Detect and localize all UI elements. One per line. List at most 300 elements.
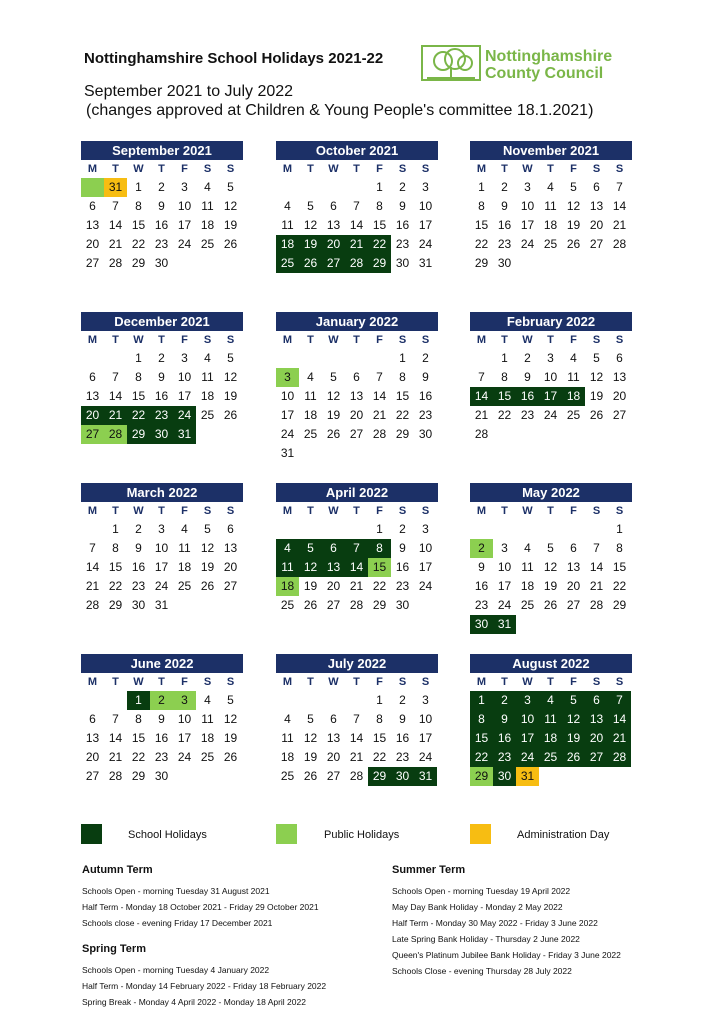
empty-day-cell [104, 691, 127, 710]
day-cell: 9 [501, 199, 508, 213]
day-cell: 6 [570, 541, 577, 555]
empty-day-cell [585, 520, 608, 539]
day-cell: 17 [280, 408, 295, 422]
day-cell: 27 [349, 427, 364, 441]
weekday-label: W [133, 676, 144, 688]
weekday-label: M [282, 334, 293, 346]
day-cell: 27 [322, 254, 345, 273]
day-cell: 16 [474, 579, 489, 593]
weekday-label: M [282, 163, 293, 175]
day-cell: 25 [276, 254, 299, 273]
month-day-grid [81, 502, 243, 615]
day-cell: 25 [200, 237, 215, 251]
day-cell: 9 [524, 370, 531, 384]
month-header: March 2022 [81, 483, 243, 502]
day-cell: 13 [85, 731, 100, 745]
month-june-2022 [81, 654, 243, 786]
empty-day-cell [276, 691, 299, 710]
day-cell: 26 [200, 579, 215, 593]
weekday-label: M [87, 505, 98, 517]
day-cell: 28 [85, 598, 100, 612]
day-cell: 8 [376, 199, 383, 213]
weekday-label: S [226, 505, 235, 517]
day-cell: 16 [516, 387, 539, 406]
day-cell: 28 [104, 425, 127, 444]
legend-public-label: Public Holidays [324, 829, 400, 841]
empty-day-cell [276, 178, 299, 197]
day-cell: 24 [418, 579, 433, 593]
day-cell: 18 [200, 218, 215, 232]
weekday-label: M [282, 505, 293, 517]
day-cell: 26 [303, 769, 318, 783]
day-cell: 30 [154, 256, 169, 270]
subtitle-date-range: September 2021 to July 2022 [84, 83, 294, 100]
weekday-label: T [501, 163, 508, 175]
day-cell: 24 [177, 750, 192, 764]
day-cell: 29 [612, 598, 627, 612]
day-cell: 6 [330, 712, 337, 726]
day-cell: 12 [589, 370, 604, 384]
month-header: June 2022 [81, 654, 243, 673]
day-cell: 17 [177, 731, 192, 745]
day-cell: 9 [422, 370, 429, 384]
day-cell: 26 [543, 598, 558, 612]
day-cell: 1 [399, 351, 406, 365]
day-cell: 5 [299, 539, 322, 558]
weekday-label: W [133, 334, 144, 346]
day-cell: 10 [543, 370, 558, 384]
empty-day-cell [368, 349, 391, 368]
empty-day-cell [516, 520, 539, 539]
day-cell: 21 [108, 237, 123, 251]
day-cell: 30 [131, 598, 146, 612]
page-title: Nottinghamshire School Holidays 2021-22 [84, 50, 384, 67]
empty-day-cell [81, 520, 104, 539]
day-cell: 8 [478, 199, 485, 213]
day-cell: 8 [368, 539, 391, 558]
day-cell: 12 [562, 710, 585, 729]
day-cell: 2 [399, 180, 406, 194]
weekday-label: F [570, 505, 577, 517]
day-cell: 15 [372, 731, 387, 745]
day-cell: 10 [520, 199, 535, 213]
day-cell: 24 [173, 406, 196, 425]
month-september-2021 [81, 141, 243, 273]
day-cell: 19 [223, 389, 238, 403]
day-cell: 4 [276, 539, 299, 558]
day-cell: 14 [108, 218, 123, 232]
day-cell: 3 [181, 351, 188, 365]
day-cell: 8 [501, 370, 508, 384]
day-cell: 14 [349, 218, 364, 232]
day-cell: 16 [395, 218, 410, 232]
day-cell: 10 [177, 370, 192, 384]
day-cell: 18 [276, 577, 299, 596]
day-cell: 13 [326, 731, 341, 745]
month-day-grid [470, 673, 632, 786]
weekday-label: M [476, 676, 487, 688]
day-cell: 20 [322, 235, 345, 254]
day-cell: 24 [177, 237, 192, 251]
weekday-label: S [615, 334, 624, 346]
council-logo [421, 45, 651, 85]
month-day-grid [276, 160, 438, 273]
month-header: November 2021 [470, 141, 632, 160]
weekday-label: T [158, 676, 165, 688]
day-cell: 27 [85, 256, 100, 270]
empty-day-cell [539, 520, 562, 539]
day-cell: 29 [368, 767, 391, 786]
month-march-2022 [81, 483, 243, 615]
weekday-label: W [522, 505, 533, 517]
weekday-label: S [203, 334, 212, 346]
weekday-label: T [547, 505, 554, 517]
day-cell: 20 [612, 389, 627, 403]
day-cell: 25 [177, 579, 192, 593]
day-cell: 11 [201, 199, 214, 213]
weekday-label: S [203, 676, 212, 688]
tree-logo-icon [421, 45, 481, 81]
day-cell: 2 [399, 693, 406, 707]
weekday-label: M [87, 676, 98, 688]
day-cell: 3 [181, 180, 188, 194]
day-cell: 6 [322, 539, 345, 558]
weekday-label: S [398, 676, 407, 688]
logo-wordmark [485, 48, 612, 82]
day-cell: 30 [154, 769, 169, 783]
day-cell: 11 [521, 560, 534, 574]
day-cell: 2 [493, 691, 516, 710]
weekday-label: S [203, 505, 212, 517]
day-cell: 14 [470, 387, 493, 406]
legend-school-label: School Holidays [128, 829, 207, 841]
day-cell: 28 [108, 769, 123, 783]
day-cell: 30 [493, 767, 516, 786]
day-cell: 14 [108, 389, 123, 403]
weekday-label: T [158, 505, 165, 517]
day-cell: 6 [227, 522, 234, 536]
weekday-label: F [181, 163, 188, 175]
weekday-label: T [501, 676, 508, 688]
day-cell: 23 [497, 237, 512, 251]
day-cell: 30 [497, 256, 512, 270]
day-cell: 19 [303, 579, 318, 593]
weekday-label: T [501, 505, 508, 517]
day-cell: 15 [372, 218, 387, 232]
logo-line-1: Nottinghamshire [485, 48, 613, 65]
day-cell: 25 [520, 598, 535, 612]
day-cell: 7 [593, 541, 600, 555]
day-cell: 29 [470, 767, 493, 786]
weekday-label: M [282, 676, 293, 688]
empty-day-cell [276, 349, 299, 368]
day-cell: 28 [589, 598, 604, 612]
day-cell: 17 [497, 579, 512, 593]
day-cell: 4 [284, 712, 291, 726]
day-cell: 21 [85, 579, 100, 593]
day-cell: 1 [501, 351, 508, 365]
day-cell: 8 [376, 712, 383, 726]
weekday-label: S [592, 676, 601, 688]
day-cell: 26 [589, 408, 604, 422]
day-cell: 26 [562, 748, 585, 767]
weekday-label: T [547, 676, 554, 688]
day-cell: 6 [353, 370, 360, 384]
legend-admin-label: Administration Day [517, 829, 610, 841]
weekday-label: W [133, 505, 144, 517]
day-cell: 5 [570, 180, 577, 194]
day-cell: 19 [223, 218, 238, 232]
day-cell: 6 [330, 199, 337, 213]
day-cell: 20 [326, 579, 341, 593]
day-cell: 16 [395, 731, 410, 745]
day-cell: 2 [150, 691, 173, 710]
day-cell: 1 [376, 693, 383, 707]
day-cell: 17 [177, 389, 192, 403]
day-cell: 14 [345, 558, 368, 577]
day-cell: 4 [307, 370, 314, 384]
day-cell: 27 [612, 408, 627, 422]
month-day-grid [470, 160, 632, 273]
day-cell: 18 [539, 729, 562, 748]
day-cell: 19 [326, 408, 341, 422]
weekday-label: W [328, 163, 339, 175]
summer-term-line: Queen's Platinum Jubilee Bank Holiday - Friday 3 June 2022 [392, 950, 621, 960]
day-cell: 4 [181, 522, 188, 536]
day-cell: 23 [150, 406, 173, 425]
day-cell: 12 [223, 370, 238, 384]
day-cell: 7 [89, 541, 96, 555]
day-cell: 7 [112, 370, 119, 384]
day-cell: 7 [112, 199, 119, 213]
day-cell: 26 [299, 254, 322, 273]
day-cell: 27 [566, 598, 581, 612]
day-cell: 27 [326, 769, 341, 783]
day-cell: 15 [131, 218, 146, 232]
autumn-term [82, 864, 319, 931]
day-cell: 22 [497, 408, 512, 422]
day-cell: 26 [326, 427, 341, 441]
day-cell: 15 [612, 560, 627, 574]
day-cell: 25 [200, 408, 215, 422]
day-cell: 12 [299, 558, 322, 577]
day-cell: 5 [593, 351, 600, 365]
weekday-label: S [398, 505, 407, 517]
day-cell: 16 [493, 729, 516, 748]
day-cell: 25 [543, 237, 558, 251]
day-cell: 15 [131, 731, 146, 745]
day-cell: 19 [223, 731, 238, 745]
month-header: May 2022 [470, 483, 632, 502]
day-cell: 7 [616, 180, 623, 194]
day-cell: 20 [326, 750, 341, 764]
month-header: February 2022 [470, 312, 632, 331]
day-cell: 1 [376, 180, 383, 194]
day-cell: 11 [178, 541, 191, 555]
day-cell: 15 [131, 389, 146, 403]
day-cell: 31 [104, 178, 127, 197]
day-cell: 12 [566, 199, 581, 213]
day-cell: 10 [154, 541, 169, 555]
day-cell: 21 [474, 408, 489, 422]
month-header: October 2021 [276, 141, 438, 160]
day-cell: 1 [135, 180, 142, 194]
day-cell: 26 [566, 237, 581, 251]
summer-term-line: Late Spring Bank Holiday - Thursday 2 June 2022 [392, 934, 580, 944]
weekday-label: T [158, 334, 165, 346]
day-cell: 31 [493, 615, 516, 634]
day-cell: 10 [418, 712, 433, 726]
day-cell: 20 [349, 408, 364, 422]
empty-day-cell [276, 520, 299, 539]
day-cell: 17 [418, 218, 433, 232]
day-cell: 11 [567, 370, 580, 384]
day-cell: 22 [368, 235, 391, 254]
month-header: July 2022 [276, 654, 438, 673]
day-cell: 13 [322, 558, 345, 577]
day-cell: 28 [345, 254, 368, 273]
empty-day-cell [322, 691, 345, 710]
month-header: April 2022 [276, 483, 438, 502]
day-cell: 13 [585, 710, 608, 729]
day-cell: 27 [85, 769, 100, 783]
empty-day-cell [470, 349, 493, 368]
day-cell: 2 [470, 539, 493, 558]
month-day-grid [470, 331, 632, 444]
day-cell: 22 [131, 237, 146, 251]
day-cell: 13 [566, 560, 581, 574]
weekday-label: W [522, 163, 533, 175]
weekday-label: S [592, 334, 601, 346]
day-cell: 25 [303, 427, 318, 441]
day-cell: 2 [158, 351, 165, 365]
weekday-label: W [522, 334, 533, 346]
day-cell: 20 [85, 750, 100, 764]
day-cell: 11 [201, 370, 214, 384]
day-cell: 11 [304, 389, 317, 403]
weekday-label: W [328, 334, 339, 346]
day-cell: 24 [543, 408, 558, 422]
day-cell: 13 [223, 541, 238, 555]
weekday-label: S [226, 163, 235, 175]
day-cell: 14 [612, 199, 627, 213]
weekday-label: M [476, 163, 487, 175]
weekday-label: S [398, 163, 407, 175]
day-cell: 15 [395, 389, 410, 403]
day-cell: 5 [547, 541, 554, 555]
weekday-label: S [421, 676, 430, 688]
spring-term-line: Schools Open - morning Tuesday 4 January 2022 [82, 965, 270, 975]
day-cell: 9 [493, 710, 516, 729]
day-cell: 30 [470, 615, 493, 634]
day-cell: 12 [303, 731, 318, 745]
day-cell: 2 [135, 522, 142, 536]
month-july-2022 [276, 654, 438, 786]
day-cell: 4 [570, 351, 577, 365]
day-cell: 11 [201, 712, 214, 726]
weekday-label: W [522, 676, 533, 688]
day-cell: 4 [547, 180, 554, 194]
day-cell: 10 [177, 199, 192, 213]
day-cell: 1 [112, 522, 119, 536]
day-cell: 3 [547, 351, 554, 365]
month-november-2021 [470, 141, 632, 273]
day-cell: 29 [395, 427, 410, 441]
empty-day-cell [345, 349, 368, 368]
day-cell: 31 [154, 598, 169, 612]
month-header: August 2022 [470, 654, 632, 673]
day-cell: 5 [307, 712, 314, 726]
day-cell: 17 [418, 560, 433, 574]
day-cell: 16 [154, 389, 169, 403]
day-cell: 9 [135, 541, 142, 555]
month-august-2022 [470, 654, 632, 786]
weekday-label: T [307, 163, 314, 175]
weekday-label: S [421, 334, 430, 346]
day-cell: 16 [154, 218, 169, 232]
day-cell: 23 [520, 408, 535, 422]
day-cell: 24 [520, 237, 535, 251]
weekday-label: S [615, 163, 624, 175]
weekday-label: W [133, 163, 144, 175]
weekday-label: T [112, 163, 119, 175]
month-day-grid [276, 331, 438, 463]
empty-day-cell [345, 520, 368, 539]
day-cell: 5 [562, 691, 585, 710]
day-cell: 11 [539, 710, 562, 729]
day-cell: 25 [280, 769, 295, 783]
day-cell: 15 [368, 558, 391, 577]
day-cell: 17 [154, 560, 169, 574]
autumn-term-line: Schools close - evening Friday 17 December 2021 [82, 918, 273, 928]
weekday-label: S [421, 505, 430, 517]
day-cell: 21 [612, 218, 627, 232]
day-cell: 18 [520, 579, 535, 593]
day-cell: 16 [497, 218, 512, 232]
weekday-label: S [592, 505, 601, 517]
day-cell: 5 [330, 370, 337, 384]
day-cell: 16 [418, 389, 433, 403]
weekday-label: S [592, 163, 601, 175]
day-cell: 16 [395, 560, 410, 574]
day-cell: 4 [204, 351, 211, 365]
day-cell: 5 [227, 351, 234, 365]
day-cell: 18 [543, 218, 558, 232]
day-cell: 23 [474, 598, 489, 612]
day-cell: 10 [418, 541, 433, 555]
day-cell: 23 [395, 237, 410, 251]
day-cell: 9 [158, 370, 165, 384]
day-cell: 2 [399, 522, 406, 536]
day-cell: 10 [177, 712, 192, 726]
autumn-term-line: Schools Open - morning Tuesday 31 August 2021 [82, 886, 270, 896]
day-cell: 28 [608, 748, 631, 767]
day-cell: 31 [280, 446, 295, 460]
day-cell: 3 [173, 691, 196, 710]
weekday-label: T [307, 676, 314, 688]
empty-day-cell [81, 691, 104, 710]
day-cell: 8 [616, 541, 623, 555]
day-cell: 9 [158, 199, 165, 213]
day-cell: 23 [493, 748, 516, 767]
day-cell: 21 [608, 729, 631, 748]
weekday-label: T [353, 505, 360, 517]
day-cell: 6 [585, 691, 608, 710]
legend-school-swatch [81, 824, 102, 844]
empty-day-cell [562, 520, 585, 539]
autumn-term-title: Autumn Term [82, 864, 153, 876]
day-cell: 30 [391, 767, 414, 786]
